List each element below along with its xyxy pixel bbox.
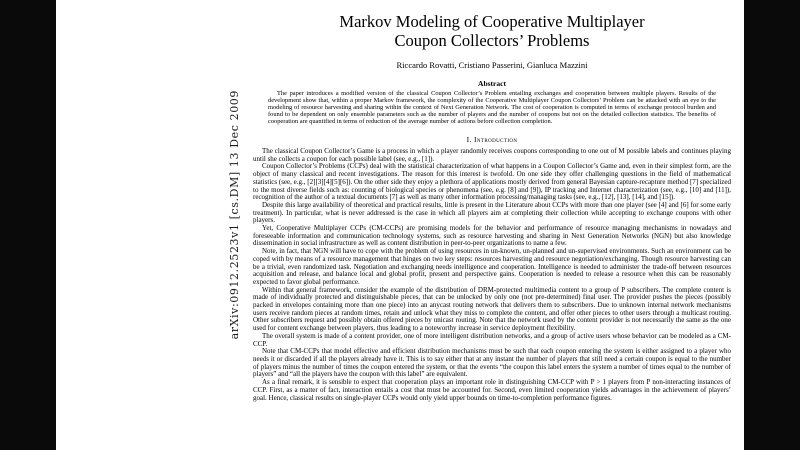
body-paragraph: Note, in fact, that NGN will have to cope with the problem of using resources in un-known, un-planned and un-supervised environments. Such an environment can be coped with by means of a resource management that hinges on two key steps: resources harvesting and resource negotiation/exchanging. Though resource harvesting can be a trivial, even randomized task. Negotiation and exchanging needs intelligence and cooperation. Intelligence is needed to administer the trade-off between resources acquisition and release, and balance local and global profit, present and perspective gains. Cooperation is needed to release a resource when this can be reasonably expected to favor global performance. xyxy=(253,247,731,286)
authors-line: Riccardo Rovatti, Cristiano Passerini, Gianluca Mazzini xyxy=(396,60,588,70)
paper-title-line2: Coupon Collectors’ Problems xyxy=(394,31,590,50)
abstract-text: The paper introduces a modified version of the classical Coupon Collector’s Problem entailing exchanges and cooperation between multiple players. Results of the development show that, within a proper Markov framework, the complexity of the Cooperative Multiplayer Coupon Collectors’ Problem can be attacked with an eye to the modeling of resource harvesting and sharing within the context of Next Generation Network. The cost of cooperation is computed in terms of exchange protocol burden and found to be dependent on only ensemble parameters such as the number of players and the number of coupons but not on the detailed collection statistics. The benefits of cooperation are quantified in terms of reduction of the average number of actions before collection completion. xyxy=(268,90,716,125)
paper-page xyxy=(56,0,744,450)
left-black-bar xyxy=(0,0,56,450)
body-paragraph: Note that CM-CCPs that model effective and efficient distribution mechanisms must be such that each coupon entering the system is either assigned to a player who needs it or discarded if all the players already have it. This is to say either that at any instant the number of players that still need a certain coupon is equal to the number of players minus the number of times the coupon entered the system, or that the events “the coupon this label enters the system a number of times equal to the number of players” and “all the players have the coupon with this label” are equivalent. xyxy=(253,347,731,379)
abstract-heading: Abstract xyxy=(478,79,506,88)
paper-title-line1: Markov Modeling of Cooperative Multiplayer xyxy=(339,12,645,31)
body-paragraph: The classical Coupon Collector’s Game is a process in which a player randomly receives coupons corresponding to one out of M possible labels and continues playing until she collects a coupon for each possible label (see, e.g., [1]). xyxy=(253,147,731,163)
section-heading-introduction: I. Introduction xyxy=(466,135,518,144)
body-paragraph: Within that general framework, consider the example of the distribution of DRM-protected multimedia content to a group of P subscribers. The complete content is made of individually protected and distinguishable pieces, that can be unlocked by only one (not pre-determined) final user. The provider pushes the pieces (possibly packed in envelopes containing more than one piece) into an anycast routing network that delivers them to subscribers. Due to unknown internal network mechanisms users receive random pieces at random times, retain and unlock what they miss to complete the content, and offer other pieces to other users through a multicast routing. Other subscribers request and possibly obtain offered pieces by unicast routing. Note that the network used by the content provider is not necessarily the same as the one used for content exchange between players, thus leading to a noteworthy increase in service deployment flexibility. xyxy=(253,285,731,333)
body-paragraph: Coupon Collector’s Problems (CCPs) deal with the statistical characterization of what happens in a Coupon Collector’s Game and, even in their simplest form, are the object of many classical and recent investigations. The reason for this interest is twofold. On one side they offer challenging questions in the field of mathematical statistics (see, e.g., [2][3][4][5][6]). On the other side they enjoy a plethora of applications mostly derived from general Bayesian capture-recapture method [7] specialized to the most diverse fields such as: counting of biological species or phenomena (see, e.g. [8] and [9]), IP tracking and Internet characterization (see, e.g., [10] and [11]), recognition of the author of a textual documents [7] as well as many other information processing/managing tasks (see, e.g., [12], [13], [14], and [15]). xyxy=(253,162,731,202)
body-paragraph: Yet, Cooperative Multiplayer CCPs (CM-CCPs) are promising models for the behavior and performance of resource managing mechanisms in nowadays and foreseeable information and communication technology systems, such as resource harvesting and sharing in Next Generation Networks (NGN) but also knowledge dissemination in social infrastructure as well as content distribution in peer-to-peer organizations to name a few. xyxy=(253,224,731,248)
body-paragraph: The overall system is made of a content provider, one of more intelligent distribution networks, and a group of active users whose behavior can be modeled as a CM-CCP. xyxy=(253,331,731,348)
arxiv-watermark: arXiv:0912.2523v1 [cs.DM] 13 Dec 2009 xyxy=(228,90,241,340)
body-paragraph: As a final remark, it is sensible to expect that cooperation plays an important role in distinguishing CM-CCP with P > 1 players from P non-interacting instances of CCP. First, as a matter of fact, interaction entails a cost that must be accounted for. Second, even limited cooperation yields advantages in the achievement of players’ goal. Hence, classical results on single-player CCPs would only yield upper bounds on time-to-completion performance figures. xyxy=(253,378,731,402)
abstract-block xyxy=(268,79,716,125)
right-black-bar xyxy=(744,0,800,450)
paper-title xyxy=(253,12,731,50)
body-paragraph: Despite this large availability of theoretical and practical results, little is present in the Literature about CCPs with more than one player (see [4] and [6] for some early treatment). In particular, what is never addressed is the case in which all players aim at completing their collection while accepting to exchange coupons with other players. xyxy=(253,200,731,225)
paper-content xyxy=(253,8,731,402)
